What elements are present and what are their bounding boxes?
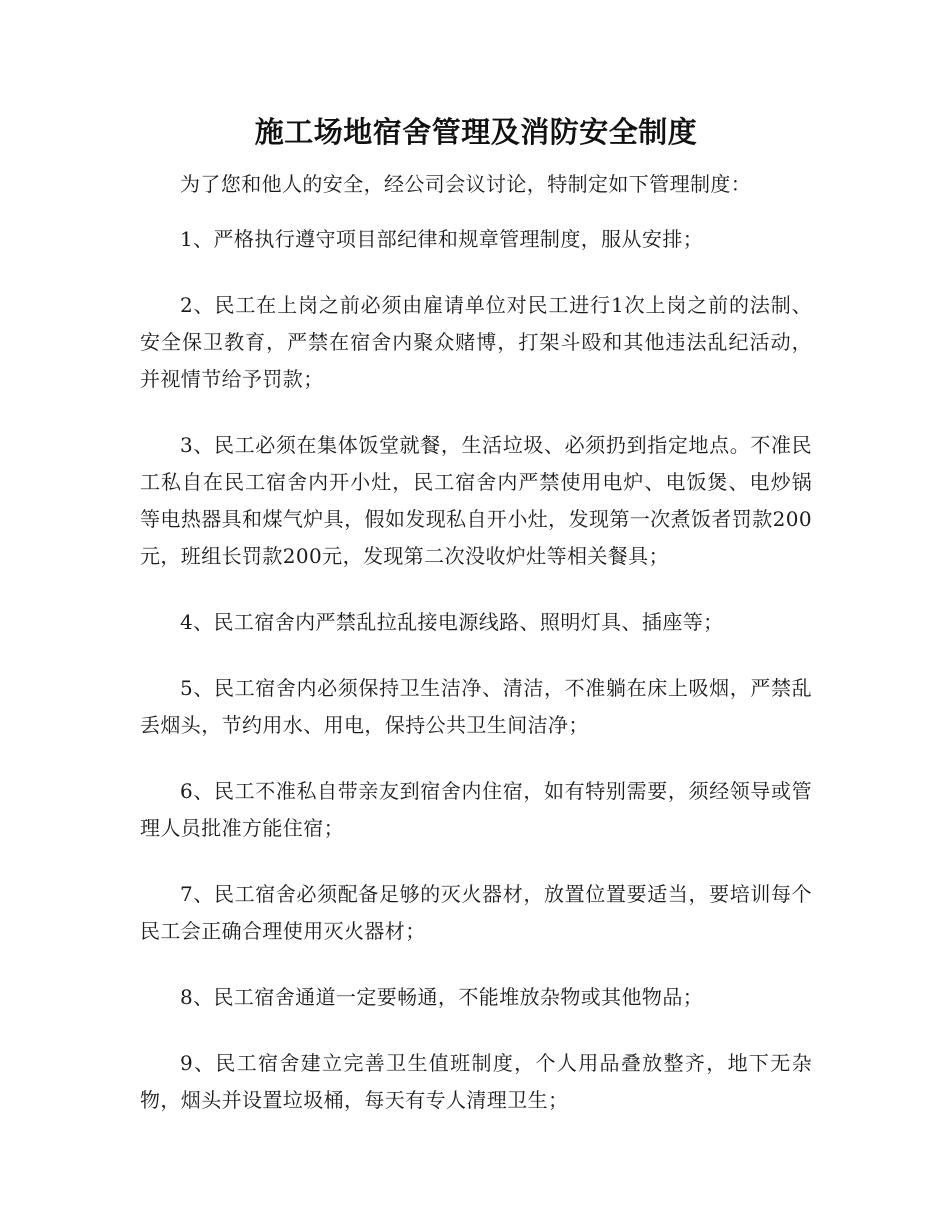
rule-item-2: 2、民工在上岗之前必须由雇请单位对民工进行1次上岗之前的法制、安全保卫教育，严禁在宿舍内聚众赌博，打架斗殴和其他违法乱纪活动，并视情节给予罚款； — [140, 293, 812, 391]
rule-item-5: 5、民工宿舍内必须保持卫生洁净、清洁，不准躺在床上吸烟，严禁乱丢烟头，节约用水、用电，保持公共卫生间洁净； — [140, 676, 812, 737]
rule-item-9: 9、民工宿舍建立完善卫生值班制度，个人用品叠放整齐，地下无杂物，烟头并设置垃圾桶，每天有专人清理卫生； — [140, 1051, 812, 1112]
rule-item-3: 3、民工必须在集体饭堂就餐，生活垃圾、必须扔到指定地点。不准民工私自在民工宿舍内开小灶，民工宿舍内严禁使用电炉、电饭煲、电炒锅等电热器具和煤气炉具，假如发现私自开小灶，发现第一次煮饭者罚款200元，班组长罚款200元，发现第二次没收炉灶等相关餐具； — [140, 433, 812, 568]
rule-item-6: 6、民工不准私自带亲友到宿舍内住宿，如有特别需要，须经领导或管理人员批准方能住宿； — [140, 779, 812, 840]
document-title: 施工场地宿舍管理及消防安全制度 — [254, 115, 698, 149]
rule-item-1: 1、严格执行遵守项目部纪律和规章管理制度，服从安排； — [180, 227, 704, 251]
rule-item-8: 8、民工宿舍通道一定要畅通，不能堆放杂物或其他物品； — [180, 985, 704, 1009]
rule-item-7: 7、民工宿舍必须配备足够的灭火器材，放置位置要适当，要培训每个民工会正确合理使用灭火器材； — [140, 882, 812, 943]
intro-paragraph: 为了您和他人的安全，经公司会议讨论，特制定如下管理制度： — [180, 172, 752, 196]
rule-item-4: 4、民工宿舍内严禁乱拉乱接电源线路、照明灯具、插座等； — [180, 610, 724, 634]
document-page — [140, 108, 812, 1148]
